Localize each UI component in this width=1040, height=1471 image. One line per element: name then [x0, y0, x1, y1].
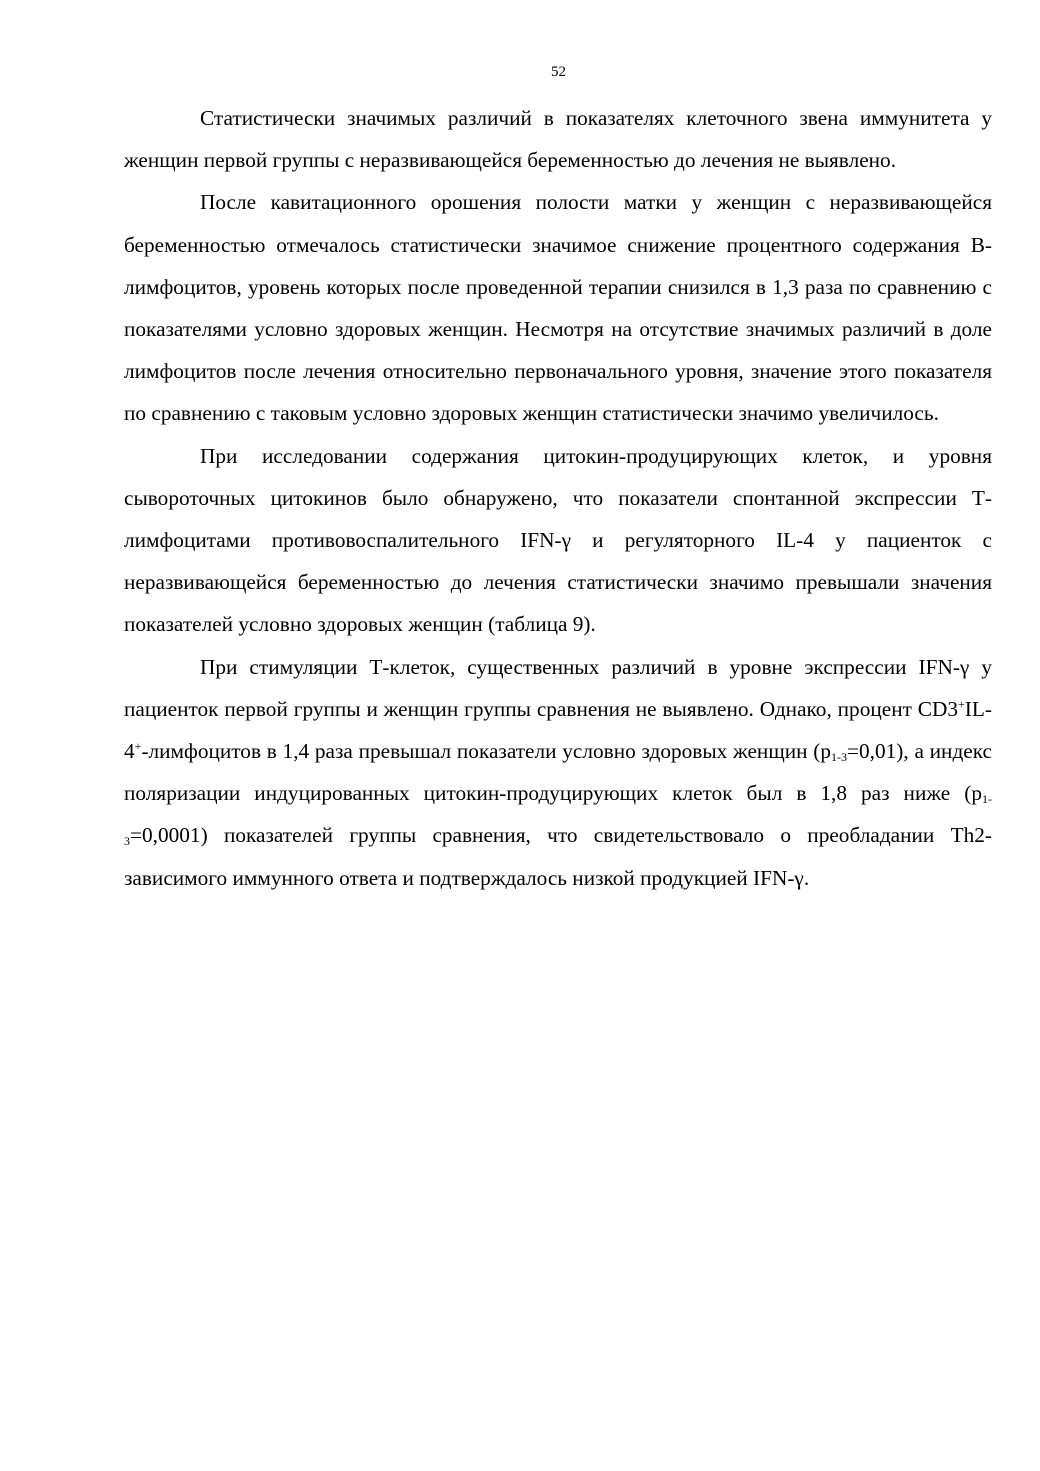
- superscript: +: [134, 739, 142, 754]
- text-run: =0,0001) показателей группы сравнения, что свидетельствовало о преобладании Th2-зависимого иммунного ответа и подтверждалось низкой продукцией IFN-γ.: [124, 823, 992, 890]
- page-number: 52: [551, 64, 566, 80]
- subscript: 1-3: [124, 792, 992, 849]
- text-run: При стимуляции Т-клеток, существенных различий в уровне экспрессии IFN-γ у пациенток первой группы и женщин группы сравнения не выявлено. Однако, процент CD3: [124, 654, 992, 721]
- paragraph: При исследовании содержания цитокин-продуцирующих клеток, и уровня сывороточных цитокинов было обнаружено, что показатели спонтанной экспрессии Т-лимфоцитами противовоспалительного IFN-γ и регуляторного IL-4 у пациенток с неразвивающейся беременностью до лечения статистически значимо превышали значения показателей условно здоровых женщин (таблица 9).: [124, 443, 992, 637]
- paragraph: [124, 646, 992, 899]
- document-body: [124, 97, 992, 899]
- paragraph: Статистически значимых различий в показателях клеточного звена иммунитета у женщин первой группы с неразвивающейся беременностью до лечения не выявлено.: [124, 106, 992, 173]
- subscript: 1-3: [831, 750, 848, 765]
- superscript: +: [958, 696, 965, 711]
- text-run: =0,01), а индекс поляризации индуцированных цитокин-продуцирующих клеток был в 1,8 раз ниже (p: [124, 739, 993, 806]
- text-run: -лимфоцитов в 1,4 раза превышал показатели условно здоровых женщин (p: [141, 739, 832, 764]
- paragraph: После кавитационного орошения полости матки у женщин с неразвивающейся беременностью отмечалось статистически значимое снижение процентного содержания В-лимфоцитов, уровень которых после проведенной терапии снизился в 1,3 раза по сравнению с показателями условно здоровых женщин. Несмотря на отсутствие значимых различий в доле лимфоцитов после лечения относительно первоначального уровня, значение этого показателя по сравнению с таковым условно здоровых женщин статистически значимо увеличилось.: [124, 190, 992, 426]
- text-run: IL-4: [124, 696, 992, 764]
